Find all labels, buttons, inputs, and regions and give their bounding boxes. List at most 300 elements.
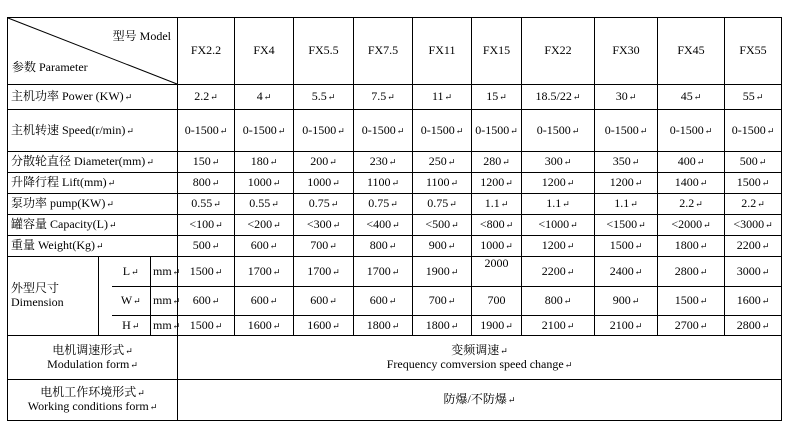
value-text: 0.75 xyxy=(427,196,449,211)
value-cell xyxy=(658,85,725,110)
value-text: 0-1500 xyxy=(475,122,510,137)
row-label-text: 主机转速 Speed(r/min) xyxy=(11,122,126,137)
return-mark-icon: ↵ xyxy=(500,199,509,210)
value-cell xyxy=(658,173,725,194)
value-cell xyxy=(178,152,235,173)
value-text: 0-1500 xyxy=(242,122,277,137)
model-header-cell: FX55 xyxy=(725,18,782,85)
return-mark-icon: ↵ xyxy=(273,220,281,231)
value-text: 1000 xyxy=(247,175,272,190)
return-mark-icon: ↵ xyxy=(699,320,708,331)
value-text: 800 xyxy=(544,293,563,308)
value-text: 0-1500 xyxy=(184,122,219,137)
value-cell xyxy=(354,110,413,152)
header-row xyxy=(8,18,782,85)
return-mark-icon: ↵ xyxy=(704,125,713,136)
value-text: 1700 xyxy=(307,263,332,278)
value-text: 600 xyxy=(250,293,269,308)
return-mark-icon: ↵ xyxy=(96,241,104,252)
value-cell xyxy=(235,236,294,257)
value-text: 1000 xyxy=(307,175,332,190)
return-mark-icon: ↵ xyxy=(172,266,181,277)
return-mark-icon: ↵ xyxy=(757,199,765,210)
return-mark-icon: ↵ xyxy=(214,320,223,331)
table-row xyxy=(8,110,782,152)
value-text: 1700 xyxy=(366,263,391,278)
return-mark-icon: ↵ xyxy=(269,241,278,252)
model-header-cell: FX5.5 xyxy=(294,18,354,85)
value-text: 0-1500 xyxy=(536,122,571,137)
value-text: <1000 xyxy=(538,217,570,232)
return-mark-icon: ↵ xyxy=(505,178,513,189)
working-value: 防爆/不防爆↵ xyxy=(178,380,782,421)
model-header-cell: FX45 xyxy=(658,18,725,85)
dimension-value-cell xyxy=(235,316,294,336)
dimension-value-cell xyxy=(294,316,354,336)
value-cell xyxy=(235,173,294,194)
return-mark-icon: ↵ xyxy=(210,92,218,103)
value-text: 1800 xyxy=(425,317,450,332)
model-header-cell: FX15 xyxy=(472,18,522,85)
value-cell xyxy=(294,85,354,110)
dimension-value-cell xyxy=(413,257,472,287)
value-text: 4 xyxy=(256,89,263,104)
value-text: 1100 xyxy=(366,175,391,190)
return-mark-icon: ↵ xyxy=(761,320,770,331)
return-mark-icon: ↵ xyxy=(215,220,223,231)
dimension-value-cell xyxy=(595,287,658,316)
return-mark-icon: ↵ xyxy=(126,125,134,136)
value-text: 700 xyxy=(428,293,447,308)
value-cell xyxy=(235,215,294,236)
value-cell xyxy=(472,85,522,110)
value-text: 180 xyxy=(250,154,269,169)
dimension-value-cell xyxy=(413,316,472,336)
value-cell xyxy=(522,110,595,152)
value-text: 45 xyxy=(680,89,693,104)
value-text: 1100 xyxy=(425,175,450,190)
value-cell xyxy=(725,236,782,257)
return-mark-icon: ↵ xyxy=(329,241,337,252)
return-mark-icon: ↵ xyxy=(502,157,510,168)
value-text: 0-1500 xyxy=(604,122,639,137)
return-mark-icon: ↵ xyxy=(566,320,575,331)
model-label: 型号 Model xyxy=(112,29,171,43)
return-mark-icon: ↵ xyxy=(510,125,518,136)
value-text: 500 xyxy=(739,154,758,169)
dimension-value-cell xyxy=(658,316,725,336)
dim-unit: mm↵ xyxy=(151,316,178,336)
return-mark-icon: ↵ xyxy=(332,320,340,331)
value-text: 0-1500 xyxy=(731,122,766,137)
value-text: 1200 xyxy=(541,238,566,253)
value-text: 1600 xyxy=(736,293,761,308)
row-label-text: 升降行程 Lift(mm) xyxy=(11,175,107,190)
dim-axis-label: H↵ xyxy=(112,316,151,336)
value-text: 2.2 xyxy=(679,196,695,211)
return-mark-icon: ↵ xyxy=(327,92,336,103)
value-cell xyxy=(595,215,658,236)
value-text: <3000 xyxy=(733,217,765,232)
value-text: 1800 xyxy=(366,317,391,332)
value-cell xyxy=(658,194,725,215)
return-mark-icon: ↵ xyxy=(755,92,764,103)
dimension-label-cn: 外型尺寸 xyxy=(11,281,60,296)
value-cell xyxy=(725,110,782,152)
table-row xyxy=(8,194,782,215)
value-cell xyxy=(354,85,413,110)
return-mark-icon: ↵ xyxy=(571,125,580,136)
dim-axis-label: L↵ xyxy=(112,257,151,287)
return-mark-icon: ↵ xyxy=(499,92,507,103)
return-mark-icon: ↵ xyxy=(149,402,158,413)
value-text: <300 xyxy=(306,217,332,232)
row-label xyxy=(8,173,178,194)
value-cell xyxy=(595,110,658,152)
table-row xyxy=(8,152,782,173)
return-mark-icon: ↵ xyxy=(628,92,637,103)
return-mark-icon: ↵ xyxy=(570,220,578,231)
dimension-value-cell xyxy=(354,257,413,287)
return-mark-icon: ↵ xyxy=(761,296,770,307)
return-mark-icon: ↵ xyxy=(130,359,138,370)
return-mark-icon: ↵ xyxy=(337,125,345,136)
value-cell xyxy=(413,110,472,152)
return-mark-icon: ↵ xyxy=(638,220,646,231)
value-text: <200 xyxy=(247,217,273,232)
value-text: 200 xyxy=(310,154,329,169)
dimension-value-cell xyxy=(178,257,235,287)
return-mark-icon: ↵ xyxy=(272,266,281,277)
return-mark-icon: ↵ xyxy=(330,199,339,210)
row-label-text: 主机功率 Power (KW) xyxy=(11,89,124,104)
return-mark-icon: ↵ xyxy=(272,320,281,331)
return-mark-icon: ↵ xyxy=(450,320,459,331)
value-text: 0-1500 xyxy=(361,122,396,137)
return-mark-icon: ↵ xyxy=(766,125,775,136)
value-text: 600 xyxy=(250,238,269,253)
value-cell xyxy=(658,215,725,236)
value-cell xyxy=(235,152,294,173)
return-mark-icon: ↵ xyxy=(564,359,573,370)
return-mark-icon: ↵ xyxy=(761,241,770,252)
value-cell xyxy=(522,173,595,194)
value-text: 2200 xyxy=(736,238,761,253)
value-cell xyxy=(413,173,472,194)
table-row xyxy=(8,380,782,421)
value-text: 1900 xyxy=(425,263,450,278)
value-text: 11 xyxy=(431,89,444,104)
spec-table xyxy=(7,17,782,421)
value-cell xyxy=(294,152,354,173)
modulation-value-cn: 变频调速 xyxy=(451,342,500,357)
return-mark-icon: ↵ xyxy=(447,157,456,168)
return-mark-icon: ↵ xyxy=(388,296,397,307)
return-mark-icon: ↵ xyxy=(695,199,703,210)
value-text: 2.2 xyxy=(741,196,757,211)
value-text: 250 xyxy=(428,154,447,169)
return-mark-icon: ↵ xyxy=(563,296,572,307)
row-label xyxy=(8,85,178,110)
value-text: 800 xyxy=(369,238,388,253)
return-mark-icon: ↵ xyxy=(211,178,220,189)
value-text: 700 xyxy=(487,293,506,308)
dimension-value-cell xyxy=(178,316,235,336)
table-row xyxy=(8,173,782,194)
return-mark-icon: ↵ xyxy=(172,296,181,307)
value-cell xyxy=(595,152,658,173)
dim-unit: mm↵ xyxy=(151,287,178,316)
value-text: 350 xyxy=(612,154,631,169)
return-mark-icon: ↵ xyxy=(213,199,221,210)
value-cell xyxy=(658,152,725,173)
return-mark-icon: ↵ xyxy=(388,157,397,168)
value-text: 1.1 xyxy=(546,196,562,211)
value-cell xyxy=(595,236,658,257)
value-cell xyxy=(522,236,595,257)
modulation-label xyxy=(8,336,178,380)
row-label-text: 重量 Weight(Kg) xyxy=(11,238,96,253)
value-text: 1400 xyxy=(674,175,699,190)
value-text: 7.5 xyxy=(371,89,387,104)
return-mark-icon: ↵ xyxy=(444,92,453,103)
dimension-value-cell xyxy=(522,316,595,336)
model-header-cell: FX4 xyxy=(235,18,294,85)
dimension-value-cell xyxy=(725,257,782,287)
return-mark-icon: ↵ xyxy=(211,241,220,252)
dimension-value-cell xyxy=(472,287,522,316)
value-text: 18.5/22 xyxy=(535,89,572,104)
value-cell xyxy=(294,236,354,257)
dimension-value-cell xyxy=(658,287,725,316)
return-mark-icon: ↵ xyxy=(455,125,464,136)
model-header-cell: FX11 xyxy=(413,18,472,85)
return-mark-icon: ↵ xyxy=(699,296,708,307)
return-mark-icon: ↵ xyxy=(391,320,400,331)
dimension-value-cell xyxy=(294,257,354,287)
return-mark-icon: ↵ xyxy=(505,241,513,252)
value-cell xyxy=(472,152,522,173)
value-cell xyxy=(354,152,413,173)
value-cell xyxy=(235,85,294,110)
return-mark-icon: ↵ xyxy=(505,320,513,331)
return-mark-icon: ↵ xyxy=(214,266,223,277)
return-mark-icon: ↵ xyxy=(124,92,133,103)
value-cell xyxy=(178,110,235,152)
dimension-value-cell xyxy=(235,257,294,287)
return-mark-icon: ↵ xyxy=(631,157,640,168)
value-text: 2700 xyxy=(674,317,699,332)
value-cell xyxy=(413,215,472,236)
return-mark-icon: ↵ xyxy=(566,178,575,189)
value-text: 5.5 xyxy=(311,89,327,104)
return-mark-icon: ↵ xyxy=(332,266,340,277)
return-mark-icon: ↵ xyxy=(269,296,278,307)
value-text: <800 xyxy=(479,217,505,232)
return-mark-icon: ↵ xyxy=(172,320,181,331)
value-text: <400 xyxy=(366,217,392,232)
return-mark-icon: ↵ xyxy=(391,266,400,277)
value-cell xyxy=(178,85,235,110)
value-text: 30 xyxy=(615,89,628,104)
value-cell xyxy=(595,194,658,215)
dimension-gap xyxy=(99,257,112,287)
value-text: <1500 xyxy=(606,217,638,232)
value-text: 2800 xyxy=(674,263,699,278)
modulation-value-en: Frequency comversion speed change xyxy=(386,356,564,371)
return-mark-icon: ↵ xyxy=(451,220,459,231)
value-cell xyxy=(178,236,235,257)
return-mark-icon: ↵ xyxy=(211,157,220,168)
return-mark-icon: ↵ xyxy=(271,199,279,210)
return-mark-icon: ↵ xyxy=(703,220,711,231)
model-header-cell: FX7.5 xyxy=(354,18,413,85)
row-label xyxy=(8,236,178,257)
return-mark-icon: ↵ xyxy=(566,241,575,252)
return-mark-icon: ↵ xyxy=(396,125,405,136)
return-mark-icon: ↵ xyxy=(387,92,395,103)
value-cell xyxy=(658,110,725,152)
return-mark-icon: ↵ xyxy=(329,157,337,168)
value-text: <100 xyxy=(189,217,215,232)
return-mark-icon: ↵ xyxy=(447,241,456,252)
return-mark-icon: ↵ xyxy=(125,345,133,356)
row-label-text: 分散轮直径 Diameter(mm) xyxy=(11,154,146,169)
return-mark-icon: ↵ xyxy=(450,178,459,189)
dimension-value-cell xyxy=(725,316,782,336)
return-mark-icon: ↵ xyxy=(392,220,400,231)
dimension-value-cell xyxy=(658,257,725,287)
value-text: 2000 xyxy=(484,255,509,270)
return-mark-icon: ↵ xyxy=(699,178,708,189)
value-text: 1.1 xyxy=(484,196,500,211)
return-mark-icon: ↵ xyxy=(332,178,340,189)
working-label xyxy=(8,380,178,421)
dimension-value-cell xyxy=(354,316,413,336)
return-mark-icon: ↵ xyxy=(696,157,705,168)
return-mark-icon: ↵ xyxy=(639,125,648,136)
value-text: 400 xyxy=(677,154,696,169)
value-text: 1500 xyxy=(736,175,761,190)
row-label xyxy=(8,152,178,173)
dimension-value-cell xyxy=(522,287,595,316)
return-mark-icon: ↵ xyxy=(634,320,643,331)
value-cell xyxy=(413,236,472,257)
return-mark-icon: ↵ xyxy=(131,320,140,331)
value-cell xyxy=(472,173,522,194)
return-mark-icon: ↵ xyxy=(505,220,514,231)
value-cell xyxy=(235,110,294,152)
value-text: 1200 xyxy=(480,175,505,190)
value-cell xyxy=(522,215,595,236)
value-cell xyxy=(354,194,413,215)
value-text: 1500 xyxy=(609,238,634,253)
return-mark-icon: ↵ xyxy=(562,199,570,210)
return-mark-icon: ↵ xyxy=(263,92,272,103)
value-text: 2100 xyxy=(541,317,566,332)
value-cell xyxy=(354,215,413,236)
dimension-gap xyxy=(99,316,112,336)
row-label xyxy=(8,215,178,236)
value-cell xyxy=(472,110,522,152)
return-mark-icon: ↵ xyxy=(133,296,141,307)
value-text: 15 xyxy=(486,89,499,104)
value-text: 280 xyxy=(483,154,502,169)
value-text: 2200 xyxy=(541,263,566,278)
return-mark-icon: ↵ xyxy=(631,296,640,307)
return-mark-icon: ↵ xyxy=(107,178,116,189)
value-text: 600 xyxy=(369,293,388,308)
value-cell xyxy=(725,215,782,236)
value-cell xyxy=(522,85,595,110)
value-cell xyxy=(178,173,235,194)
dim-axis-label: W↵ xyxy=(112,287,151,316)
return-mark-icon: ↵ xyxy=(563,157,572,168)
value-cell xyxy=(235,194,294,215)
value-cell xyxy=(294,215,354,236)
dimension-gap xyxy=(99,287,112,316)
value-text: 1600 xyxy=(307,317,332,332)
table-row xyxy=(8,316,782,336)
value-text: 0.75 xyxy=(308,196,330,211)
value-cell xyxy=(472,215,522,236)
value-text: 0.75 xyxy=(368,196,390,211)
value-text: 1700 xyxy=(247,263,272,278)
dimension-value-cell xyxy=(522,257,595,287)
value-cell xyxy=(725,85,782,110)
value-text: 1500 xyxy=(189,263,214,278)
return-mark-icon: ↵ xyxy=(388,241,397,252)
model-header-cell: FX30 xyxy=(595,18,658,85)
value-cell xyxy=(178,215,235,236)
dimension-value-cell xyxy=(472,316,522,336)
return-mark-icon: ↵ xyxy=(500,345,508,356)
value-text: 1000 xyxy=(480,238,505,253)
value-text: 800 xyxy=(192,175,211,190)
return-mark-icon: ↵ xyxy=(566,266,575,277)
return-mark-icon: ↵ xyxy=(329,296,337,307)
value-text: 0-1500 xyxy=(420,122,455,137)
value-cell xyxy=(472,236,522,257)
value-text: 600 xyxy=(310,293,329,308)
return-mark-icon: ↵ xyxy=(630,199,638,210)
return-mark-icon: ↵ xyxy=(219,125,228,136)
table-row xyxy=(8,257,782,287)
row-label-text: 泵功率 pump(KW) xyxy=(11,196,106,211)
value-text: 0-1500 xyxy=(669,122,704,137)
value-text: 300 xyxy=(544,154,563,169)
return-mark-icon: ↵ xyxy=(634,241,643,252)
value-text: 700 xyxy=(310,238,329,253)
value-text: 150 xyxy=(192,154,211,169)
value-text: 0.55 xyxy=(249,196,271,211)
row-label xyxy=(8,110,178,152)
dimension-value-cell xyxy=(595,257,658,287)
value-cell xyxy=(294,173,354,194)
value-text: 0-1500 xyxy=(302,122,337,137)
dimension-label-en: Dimension xyxy=(11,295,64,309)
return-mark-icon: ↵ xyxy=(269,157,278,168)
return-mark-icon: ↵ xyxy=(277,125,286,136)
return-mark-icon: ↵ xyxy=(106,199,114,210)
dimension-value-cell xyxy=(595,316,658,336)
dimension-value-cell xyxy=(235,287,294,316)
return-mark-icon: ↵ xyxy=(761,266,770,277)
return-mark-icon: ↵ xyxy=(447,296,456,307)
return-mark-icon: ↵ xyxy=(634,266,643,277)
table-row xyxy=(8,215,782,236)
modulation-label-cn: 电机调速形式 xyxy=(52,342,125,357)
